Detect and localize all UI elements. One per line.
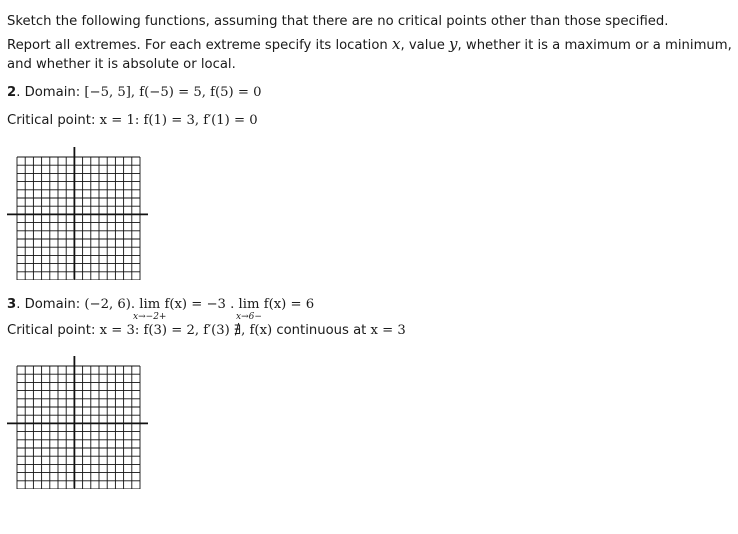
instructions-var-y: y [449, 35, 458, 53]
lim-subscript: x→−2+ [133, 312, 167, 322]
lim-word: lim [238, 297, 260, 312]
instructions-text: , value [400, 38, 450, 53]
critical-tail-math: x = 3 [370, 323, 406, 338]
domain-label: . Domain: [16, 297, 85, 312]
problem-3-domain [7, 297, 315, 322]
limit-right-expr: f(x) = 6 [263, 297, 315, 312]
sketch-grid-problem-2 [7, 146, 149, 280]
critical-label: Critical point: [7, 113, 100, 128]
critical-tail: continuous at [272, 323, 371, 338]
instructions-text: , whether it is a maximum or a minimum, [457, 38, 732, 53]
domain-label: . Domain: [16, 85, 85, 100]
problem-number: 3 [7, 297, 17, 312]
lim-word: lim [139, 297, 161, 312]
critical-math: x = 1: f(1) = 3, f′(1) = 0 [99, 113, 258, 128]
problem-2-domain [7, 85, 261, 101]
limit-left [133, 297, 167, 322]
problem-3-critical [7, 323, 406, 339]
sketch-grid-problem-3 [7, 355, 149, 489]
critical-label: Critical point: [7, 323, 100, 338]
limit-left-expr: f(x) = −3 . [164, 297, 235, 312]
instructions-line-3: and whether it is absolute or local. [7, 57, 236, 72]
instructions-line-1: Sketch the following functions, assuming that there are no critical points other than those specified. [7, 14, 669, 29]
problem-number: 2 [7, 85, 17, 100]
instructions-line-2 [7, 36, 732, 54]
problem-2-critical [7, 113, 258, 129]
limit-right [236, 297, 262, 322]
domain-math: (−2, 6). [84, 297, 136, 312]
critical-math: x = 3: f(3) = 2, f′(3) ∄, f(x) [99, 323, 273, 338]
lim-subscript: x→6− [236, 312, 262, 322]
instructions-text: Report all extremes. For each extreme specify its location [7, 38, 392, 53]
domain-math: [−5, 5], f(−5) = 5, f(5) = 0 [84, 85, 262, 100]
instructions-var-x: x [391, 35, 401, 53]
